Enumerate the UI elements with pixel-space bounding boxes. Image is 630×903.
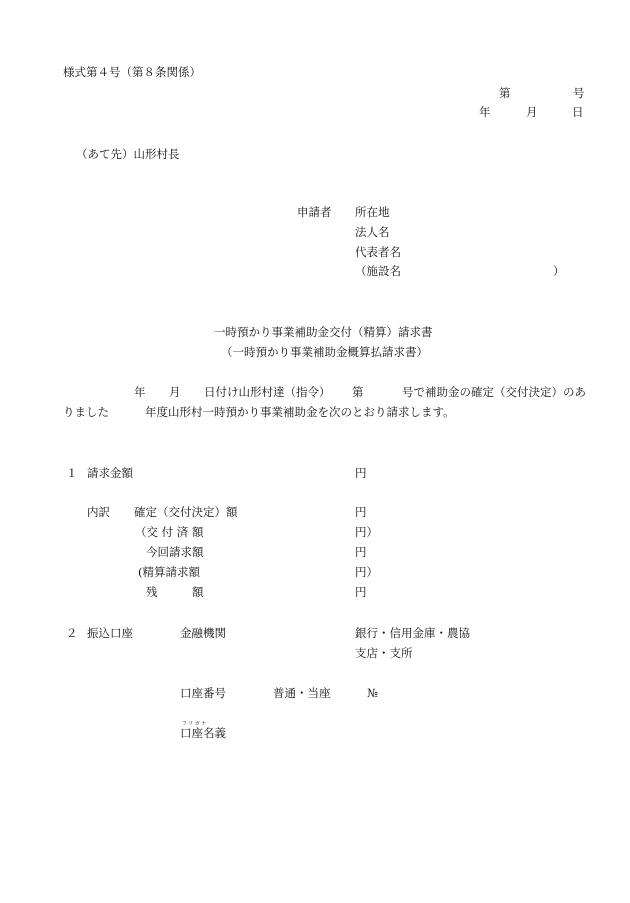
breakdown-settlement-label: (精算請求額 (138, 565, 200, 579)
account-number-label: 口座番号 (180, 686, 226, 700)
applicant-address: 所在地 (355, 205, 390, 219)
addressee: （あて先）山形村長 (76, 147, 180, 161)
body-line2-start: りました (63, 405, 109, 419)
body-line2-rest: 年度山形村一時預かり事業補助金を次のとおり請求します。 (145, 405, 455, 419)
document-title: 一時預かり事業補助金交付（精算）請求書 (214, 325, 433, 339)
breakdown-label: 内訳 (87, 505, 110, 519)
breakdown-balance-unit: 円 (355, 585, 367, 599)
breakdown-paid-label: （交 付 済 額 (135, 525, 204, 539)
account-name-label: 口座名義 (180, 726, 226, 740)
applicant-corp-name: 法人名 (355, 225, 390, 239)
branch-options: 支店・支所 (355, 646, 413, 660)
section2-label: 振込口座 (87, 626, 133, 640)
breakdown-current-unit: 円 (355, 545, 367, 559)
header-year: 年 (479, 105, 491, 119)
body-month: 月 (169, 385, 181, 399)
breakdown-balance-label: 残 額 (146, 585, 204, 599)
breakdown-paid-unit: 円） (355, 525, 378, 539)
header-go: 号 (573, 86, 585, 100)
form-number: 様式第４号（第８条関係） (63, 65, 201, 79)
breakdown-current-label: 今回請求額 (146, 545, 204, 559)
section1-label: 請求金額 (87, 466, 133, 480)
account-type: 普通・当座 (273, 686, 331, 700)
header-dai: 第 (499, 86, 511, 100)
document-subtitle: （一時預かり事業補助金概算払請求書） (221, 345, 428, 359)
applicant-facility-open: （施設名 (355, 264, 401, 278)
breakdown-settlement-unit: 円） (355, 565, 378, 579)
applicant-facility-close: ） (553, 264, 565, 278)
number-mark: № (367, 686, 378, 700)
furigana-ruby: フリガナ (182, 721, 208, 727)
applicant-representative: 代表者名 (355, 245, 401, 259)
header-month: 月 (526, 105, 538, 119)
breakdown-confirmed-label: 確定（交付決定）額 (134, 505, 238, 519)
bank-options: 銀行・信用金庫・農協 (355, 626, 470, 640)
section1-number: １ (66, 466, 78, 480)
section1-yen: 円 (355, 466, 367, 480)
applicant-label: 申請者 (297, 205, 332, 219)
body-date-text: 日付け山形村達（指令） (204, 385, 331, 399)
body-line1-rest: 号で補助金の確定（交付決定）のあ (402, 385, 586, 399)
body-year: 年 (134, 385, 146, 399)
body-dai: 第 (352, 385, 364, 399)
bank-label: 金融機関 (180, 626, 226, 640)
breakdown-confirmed-unit: 円 (355, 505, 367, 519)
section2-number: ２ (66, 626, 78, 640)
header-day: 日 (572, 105, 584, 119)
